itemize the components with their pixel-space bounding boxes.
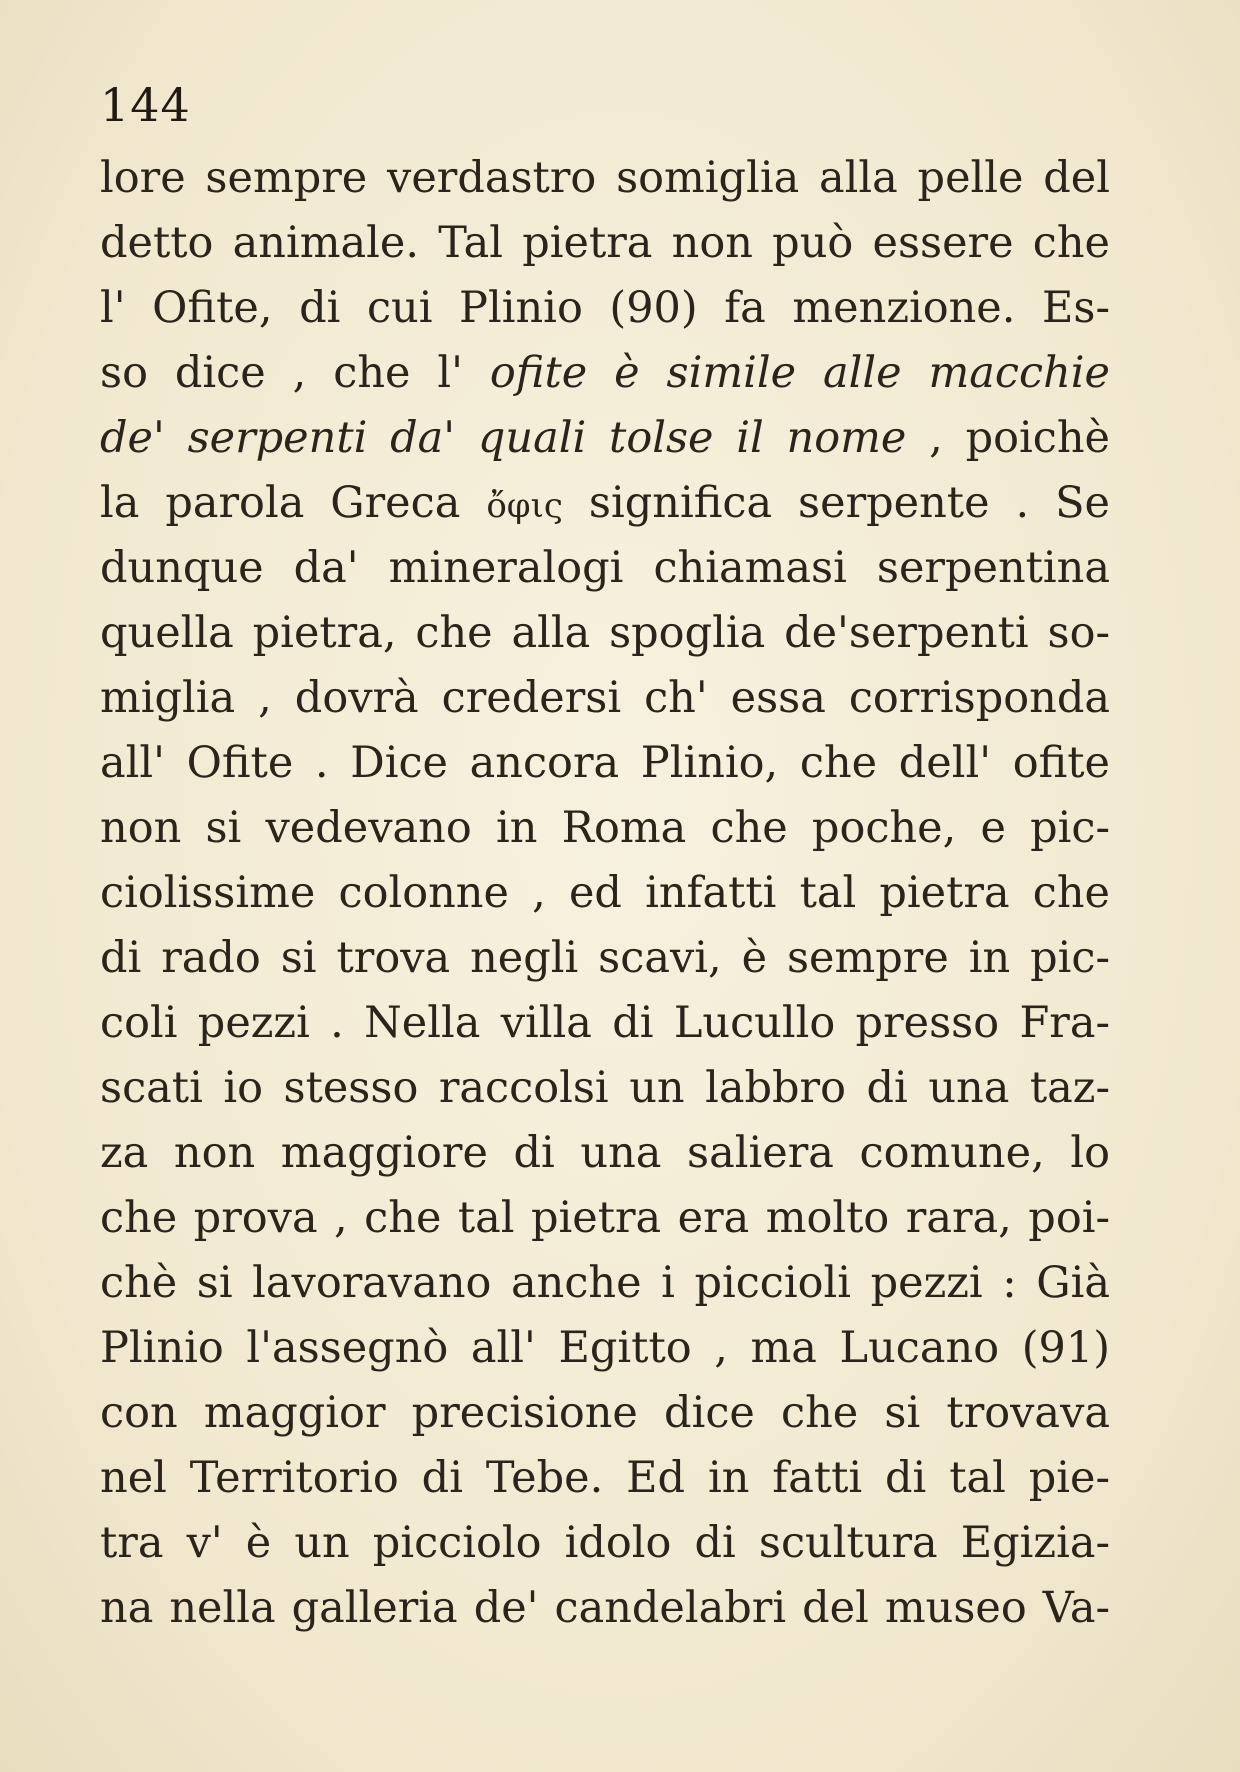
text-segment: chè si lavoravano anche i piccioli pezzi : Già (100, 1258, 1110, 1308)
text-segment: non si vedevano in Roma che poche, e pic- (100, 803, 1110, 853)
text-line (100, 1446, 1110, 1511)
text-line (100, 211, 1110, 276)
text-segment: miglia , dovrà credersi ch' essa corrisponda (100, 673, 1110, 723)
text-segment: tra v' è un picciolo idolo di scultura Egizia- (100, 1518, 1110, 1568)
text-line (100, 536, 1110, 601)
text-line (100, 1121, 1110, 1186)
text-line (100, 1511, 1110, 1576)
text-segment: quella pietra, che alla spoglia de'serpenti so- (100, 608, 1110, 658)
text-segment: l' Ofite, di cui Plinio (90) fa menzione. Es- (100, 283, 1110, 333)
text-line (100, 1316, 1110, 1381)
text-segment: za non maggiore di una saliera comune, lo (100, 1128, 1110, 1178)
text-line (100, 406, 1110, 471)
page-number: 144 (100, 78, 191, 132)
text-segment: con maggior precisione dice che si trovava (100, 1388, 1110, 1438)
text-segment: , poichè (906, 413, 1110, 463)
greek-word: ὄφις (486, 486, 563, 526)
text-line (100, 861, 1110, 926)
text-line (100, 926, 1110, 991)
text-segment: nel Territorio di Tebe. Ed in fatti di tal pie- (100, 1453, 1110, 1503)
text-segment: che prova , che tal pietra era molto rara, poi- (100, 1193, 1110, 1243)
text-segment: di rado si trova negli scavi, è sempre in pic- (100, 933, 1110, 983)
text-line (100, 1186, 1110, 1251)
text-line (100, 341, 1110, 406)
text-segment: detto animale. Tal pietra non può essere che (100, 218, 1110, 268)
text-segment: lore sempre verdastro somiglia alla pelle del (100, 153, 1110, 203)
text-line (100, 731, 1110, 796)
text-segment: so dice , che l' (100, 348, 490, 398)
text-segment: scati io stesso raccolsi un labbro di una taz- (100, 1063, 1110, 1113)
text-line (100, 991, 1110, 1056)
text-line (100, 1576, 1110, 1641)
text-line (100, 276, 1110, 341)
text-segment: Plinio l'assegnò all' Egitto , ma Lucano (91) (100, 1323, 1110, 1373)
text-segment: significa serpente . Se (562, 478, 1110, 528)
text-line (100, 601, 1110, 666)
italic-text: de' serpenti da' quali tolse il nome (100, 413, 907, 463)
text-line (100, 146, 1110, 211)
text-line (100, 1056, 1110, 1121)
text-segment: ciolissime colonne , ed infatti tal pietra che (100, 868, 1110, 918)
body-text (100, 146, 1110, 1641)
italic-text: ofite è simile alle macchie (489, 348, 1110, 398)
text-line (100, 666, 1110, 731)
text-segment: all' Ofite . Dice ancora Plinio, che dell' ofite (100, 738, 1110, 788)
text-line (100, 1251, 1110, 1316)
text-segment: la parola Greca (100, 478, 487, 528)
text-line (100, 796, 1110, 861)
text-segment: coli pezzi . Nella villa di Lucullo presso Fra- (100, 998, 1110, 1048)
text-line (100, 471, 1110, 536)
text-segment: dunque da' mineralogi chiamasi serpentina (100, 543, 1110, 593)
text-segment: na nella galleria de' candelabri del museo Va- (100, 1583, 1110, 1633)
text-line (100, 1381, 1110, 1446)
